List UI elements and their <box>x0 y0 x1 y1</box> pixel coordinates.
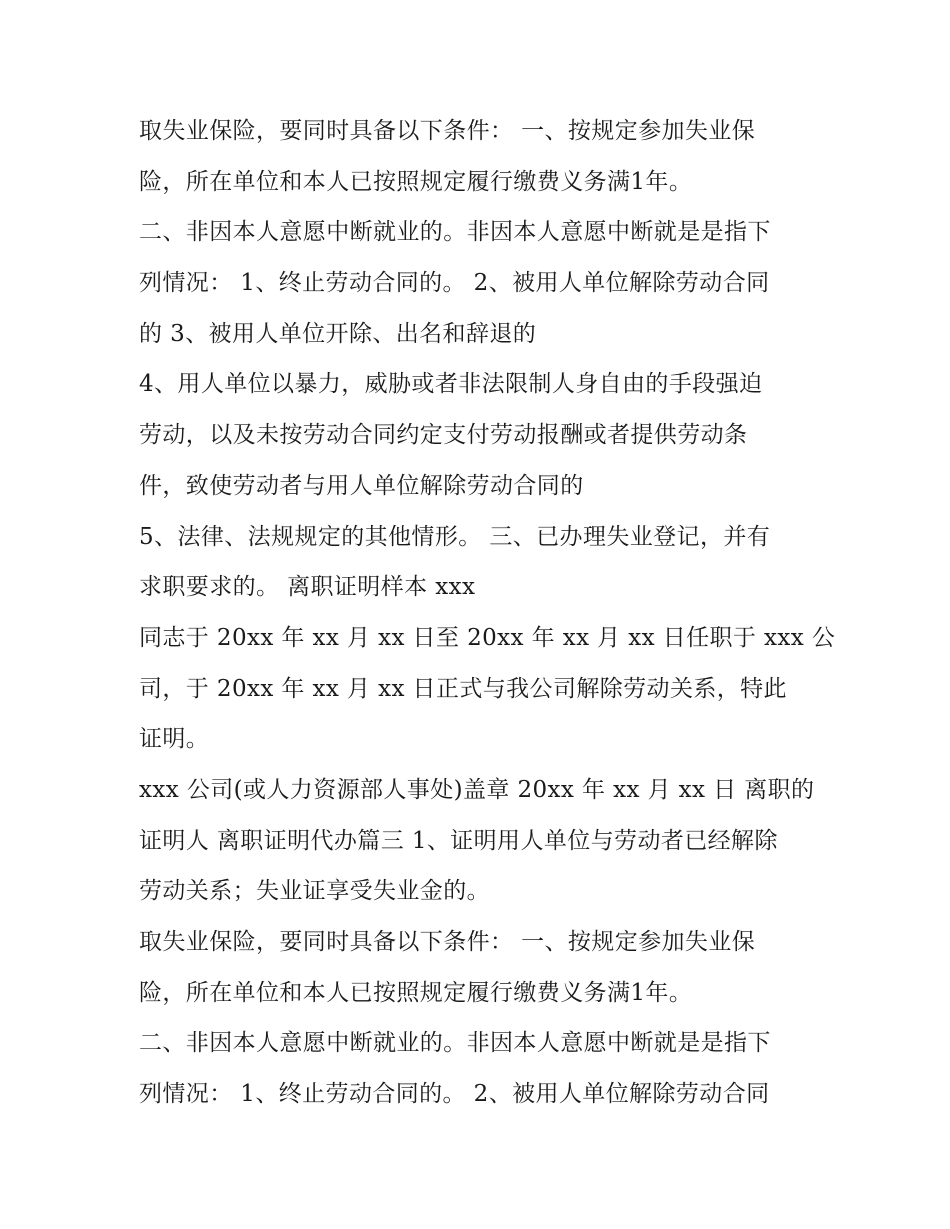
text-line: 二、非因本人意愿中断就业的。非因本人意愿中断就是是指下 <box>139 1030 771 1057</box>
text-line: 劳动关系；失业证享受失业金的。 <box>139 878 490 905</box>
text-line: 列情况： 1、终止劳动合同的。 2、被用人单位解除劳动合同 <box>139 270 770 297</box>
text-line: 同志于 20xx 年 xx 月 xx 日至 20xx 年 xx 月 xx 日任职于 xxx 公 <box>139 624 836 651</box>
text-line: 证明。 <box>139 726 210 753</box>
text-line: 劳动，以及未按劳动合同约定支付劳动报酬或者提供劳动条 <box>139 422 748 449</box>
text-line: 二、非因本人意愿中断就业的。非因本人意愿中断就是是指下 <box>139 219 771 246</box>
document-body <box>139 106 836 1120</box>
text-line: 证明人 离职证明代办篇三 1、证明用人单位与劳动者已经解除 <box>139 827 778 854</box>
text-line: 取失业保险，要同时具备以下条件： 一、按规定参加失业保 <box>139 929 756 955</box>
text-line: 险，所在单位和本人已按照规定履行缴费义务满1年。 <box>139 979 693 1006</box>
text-line: 司，于 20xx 年 xx 月 xx 日正式与我公司解除劳动关系，特此 <box>139 675 787 702</box>
text-line: 5、法律、法规规定的其他情形。 三、已办理失业登记，并有 <box>139 523 771 550</box>
text-line: 件，致使劳动者与用人单位解除劳动合同的 <box>139 472 584 499</box>
text-line: 取失业保险，要同时具备以下条件： 一、按规定参加失业保 <box>139 118 756 144</box>
text-line: 险，所在单位和本人已按照规定履行缴费义务满1年。 <box>139 168 693 195</box>
text-line: 列情况： 1、终止劳动合同的。 2、被用人单位解除劳动合同 <box>139 1081 770 1108</box>
text-line: 求职要求的。 离职证明样本 xxx <box>139 574 476 601</box>
text-line: 4、用人单位以暴力，威胁或者非法限制人身自由的手段强迫 <box>139 371 763 398</box>
text-line: xxx 公司(或人力资源部人事处)盖章 20xx 年 xx 月 xx 日 离职的 <box>139 776 815 803</box>
text-line: 的 3、被用人单位开除、出名和辞退的 <box>139 320 537 347</box>
